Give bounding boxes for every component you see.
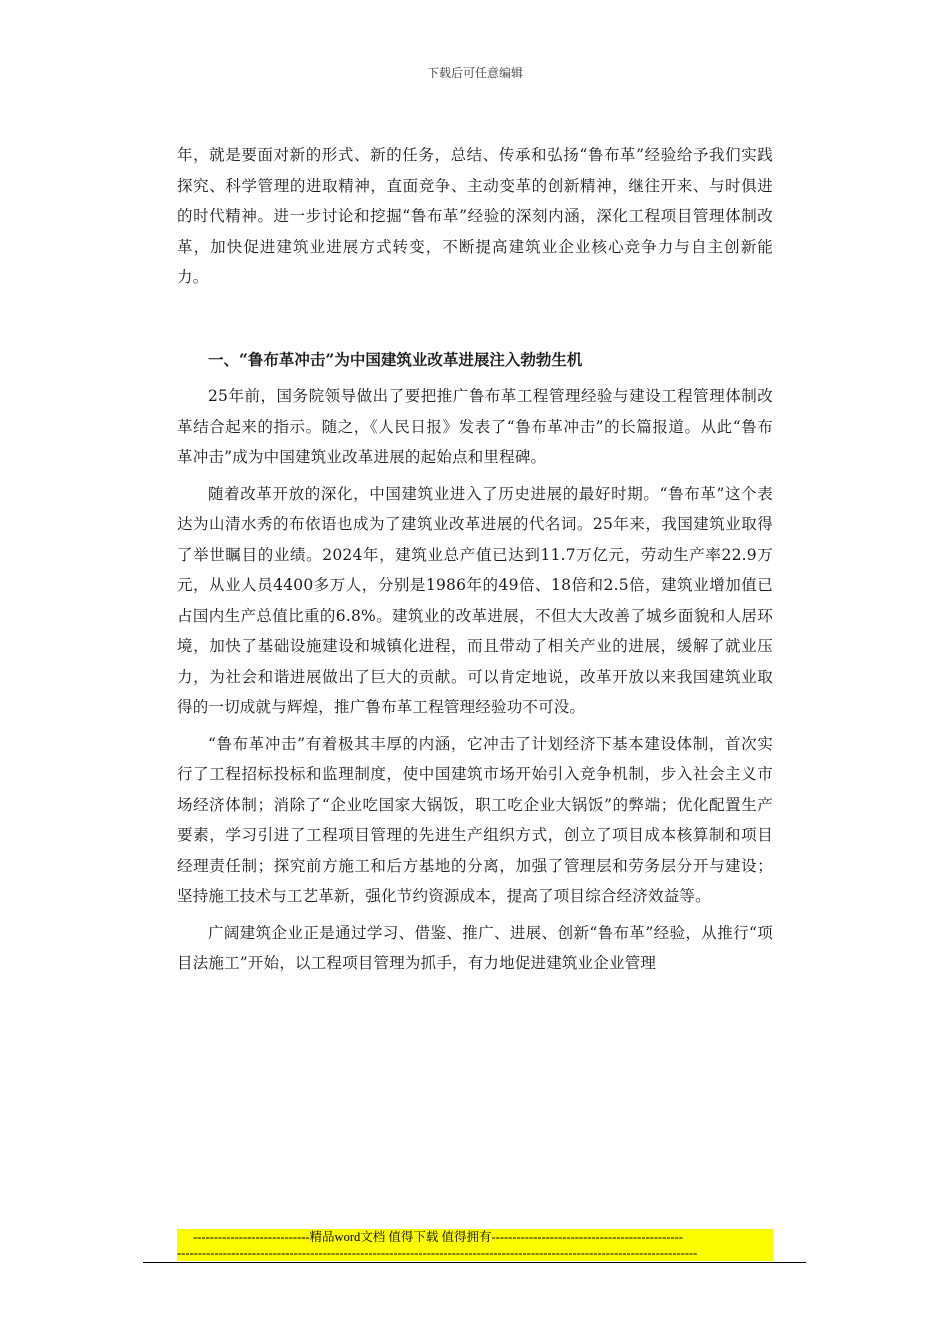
footer-dashes: ----------------------------------------------------------------------------------------------------------------------------- (177, 1245, 773, 1261)
footer-divider (143, 1262, 806, 1263)
section-heading: 一、“鲁布革冲击”为中国建筑业改革进展注入勃勃生机 (208, 349, 583, 369)
document-body (177, 140, 773, 979)
footer-banner: ----------------------------精品word文档 值得下载 值得拥有---------------------------------------------- (177, 1229, 773, 1245)
body-paragraph-3: “鲁布革冲击”有着极其丰厚的内涵，它冲击了计划经济下基本建设体制，首次实行了工程招标投标和监理制度，使中国建筑市场开始引入竞争机制，步入社会主义市场经济体制；消除了“企业吃国家大锅饭，职工吃企业大锅饭”的弊端；优化配置生产要素，学习引进了工程项目管理的先进生产组织方式，创立了项目成本核算制和项目经理责任制；探究前方施工和后方基地的分离，加强了管理层和劳务层分开与建设；坚持施工技术与工艺革新，强化节约资源成本，提高了项目综合经济效益等。 (177, 734, 773, 905)
body-paragraph-4: 广阔建筑企业正是通过学习、借鉴、推广、进展、创新“鲁布革”经验，从推行“项目法施工”开始，以工程项目管理为抓手，有力地促进建筑业企业管理 (177, 923, 773, 972)
intro-paragraph: 年，就是要面对新的形式、新的任务，总结、传承和弘扬“鲁布革”经验给予我们实践探究、科学管理的进取精神，直面竞争、主动变革的创新精神，继往开来、与时俱进的时代精神。进一步讨论和挖掘“鲁布革”经验的深刻内涵，深化工程项目管理体制改革，加快促进建筑业进展方式转变，不断提高建筑业企业核心竞争力与自主创新能力。 (177, 146, 773, 286)
body-paragraph-1: 25年前，国务院领导做出了要把推广鲁布革工程管理经验与建设工程管理体制改革结合起来的指示。随之，《人民日报》发表了“鲁布革冲击”的长篇报道。从此“鲁布革冲击”成为中国建筑业改革进展的起始点和里程碑。 (177, 387, 773, 466)
page-header: 下载后可任意编辑 (426, 66, 523, 80)
body-paragraph-2: 随着改革开放的深化，中国建筑业进入了历史进展的最好时期。“鲁布革”这个表达为山清水秀的布依语也成为了建筑业改革进展的代名词。25年来，我国建筑业取得了举世瞩目的业绩。2024年，建筑业总产值已达到11.7万亿元，劳动生产率22.9万元，从业人员4400多万人，分别是1986年的49倍、18倍和2.5倍，建筑业增加值已占国内生产总值比重的6.8%。建筑业的改革进展，不但大大改善了城乡面貌和人居环境，加快了基础设施建设和城镇化进程，而且带动了相关产业的进展，缓解了就业压力，为社会和谐进展做出了巨大的贡献。可以肯定地说，改革开放以来我国建筑业取得的一切成就与辉煌，推广鲁布革工程管理经验功不可没。 (177, 484, 773, 716)
